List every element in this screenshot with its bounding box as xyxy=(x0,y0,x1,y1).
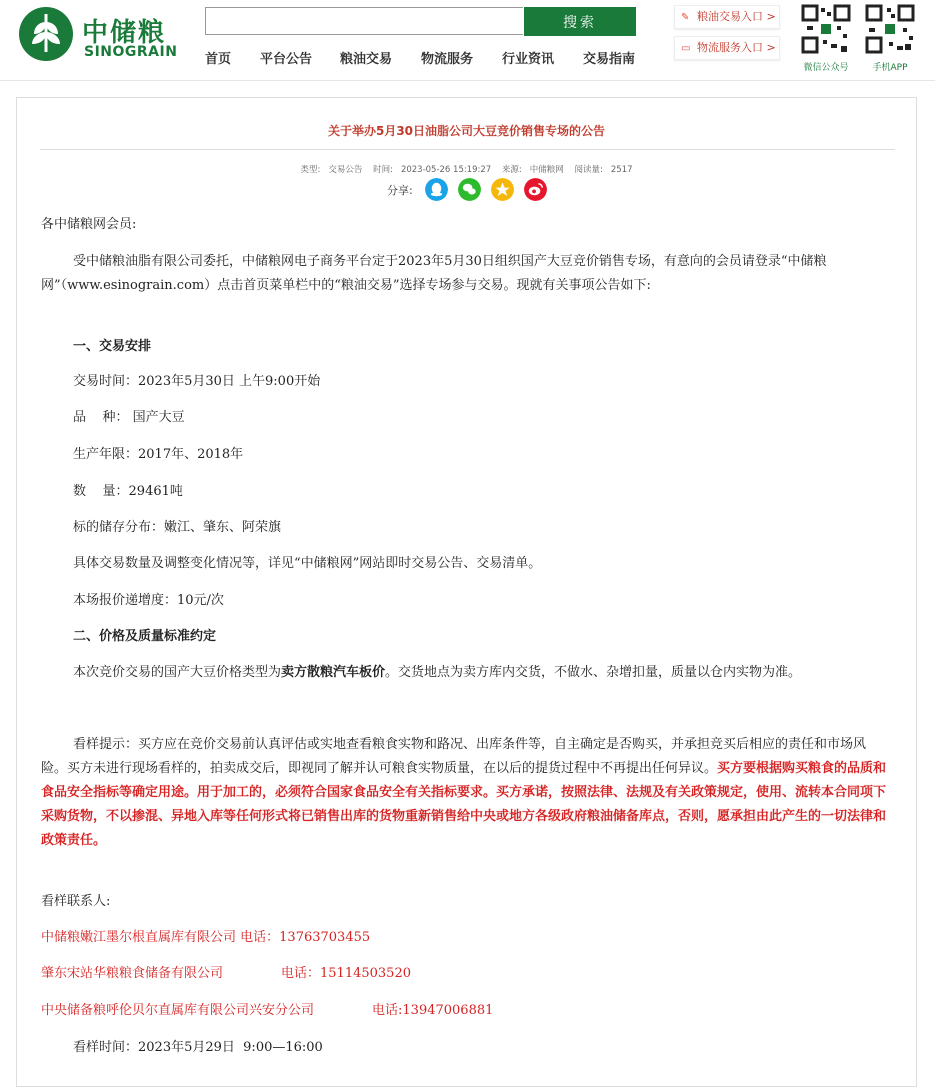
section2-title: 二、价格及质量标准约定 xyxy=(73,629,217,644)
article-container xyxy=(16,97,917,1087)
contact-row xyxy=(41,962,891,986)
wechat-icon[interactable] xyxy=(458,178,481,201)
contact-company: 肇东宋站华粮粮食储备有限公司 xyxy=(41,966,224,981)
meta-type-label: 类型: xyxy=(300,165,321,175)
inspection-notice-red: 买方要根据购买粮食的品质和食品安全指标等确定用途。用于加工的，必须符合国家食品安全有关指标要求。买方承诺，按照法律、法规及有关政策规定，使用、流转本合同项下采购货物，不以掺混、异地入库等任何形式将已销售出库的货物重新销售给中央或地方各级政府粮油储备库点，否则，愿承担由此产生的一切法律和政策责任。 xyxy=(41,761,887,848)
variety: 品 种： 国产大豆 xyxy=(73,410,185,425)
app-qr-code xyxy=(865,4,915,54)
weibo-icon[interactable] xyxy=(524,178,547,201)
contact-phone: 电话:13947006881 xyxy=(372,1003,494,1018)
search-button[interactable]: 搜索 xyxy=(524,7,636,36)
wechat-qr-label: 微信公众号 xyxy=(803,63,849,73)
meta-source-value: 中储粮网 xyxy=(529,165,564,175)
greeting: 各中储粮网会员: xyxy=(41,217,137,232)
inspection-notice-plain: 看样提示：买方应在竞价交易前认真评估或实地查看粮食实物和路况、出库条件等，自主确定是否购买，并承担竞买后相应的责任和市场风险。买方未进行现场看样的，拍卖成交后，即视同了解并认可粮食实物质量，在以后的提货过程中不再提出任何异议。 xyxy=(41,737,867,776)
search-input[interactable] xyxy=(205,7,523,35)
section1-title: 一、交易安排 xyxy=(73,339,152,354)
meta-time-label: 时间: xyxy=(373,165,393,175)
storage-distribution: 标的储存分布：嫩江、肇东、阿荣旗 xyxy=(73,520,282,535)
price-paragraph xyxy=(41,661,891,685)
quantity: 数 量：29461吨 xyxy=(73,484,183,499)
sample-time: 看样时间：2023年5月29日 9:00—16:00 xyxy=(73,1040,323,1055)
inspection-notice xyxy=(41,733,891,853)
volume-details: 具体交易数量及调整变化情况等，详见“中储粮网”网站即时交易公告、交易清单。 xyxy=(73,556,542,571)
nav-platform-notices[interactable]: 平台公告 xyxy=(260,52,313,67)
price-text-after: 。交货地点为卖方库内交货，不做水、杂增扣量，质量以仓内实物为准。 xyxy=(385,665,802,680)
meta-type-value: 交易公告 xyxy=(328,165,363,175)
site-header xyxy=(0,0,935,81)
logistics-entry-label: 物流服务入口 > xyxy=(697,41,776,54)
sinograin-logo[interactable] xyxy=(18,6,178,64)
nav-home[interactable]: 首页 xyxy=(205,52,232,67)
meta-reads-label: 阅读量: xyxy=(574,165,603,175)
meta-time-value: 2023-05-26 15:19:27 xyxy=(400,165,492,175)
app-qr-label: 手机APP xyxy=(872,63,908,73)
qzone-icon[interactable] xyxy=(491,178,514,201)
contact-row xyxy=(41,926,891,950)
title-divider xyxy=(40,149,895,150)
wheat-logo-icon xyxy=(18,6,74,62)
nav-industry-news[interactable]: 行业资讯 xyxy=(502,52,555,67)
nav-trading-guide[interactable]: 交易指南 xyxy=(583,52,636,67)
bid-increment: 本场报价递增度：10元/次 xyxy=(73,593,224,608)
logo-chinese-name: 中储粮 xyxy=(82,18,167,48)
hammer-icon: ✎ xyxy=(681,12,690,23)
article-title: 关于举办5月30日油脂公司大豆竞价销售专场的公告 xyxy=(327,124,606,138)
share-label: 分享: xyxy=(387,184,413,197)
article-meta xyxy=(17,163,916,175)
contact-company: 中央储备粮呼伦贝尔直属库有限公司兴安分公司 xyxy=(41,1003,315,1018)
contact-company: 中储粮嫩江墨尔根直属库有限公司 xyxy=(41,930,237,945)
nav-logistics-services[interactable]: 物流服务 xyxy=(421,52,474,67)
price-type-bold: 卖方散粮汽车板价 xyxy=(281,665,386,680)
meta-reads-value: 2517 xyxy=(610,165,633,175)
grain-trading-entry-link[interactable] xyxy=(674,5,780,29)
truck-icon: ▭ xyxy=(681,43,691,54)
contacts-title: 看样联系人: xyxy=(41,894,111,909)
price-text-before: 本次竞价交易的国产大豆价格类型为 xyxy=(73,665,282,680)
meta-source-label: 来源: xyxy=(501,165,522,175)
contact-row xyxy=(41,999,891,1023)
logistics-entry-link[interactable] xyxy=(674,36,780,60)
wechat-qr-code xyxy=(801,4,851,54)
qq-icon[interactable] xyxy=(425,178,448,201)
nav-grain-oil-trading[interactable]: 粮油交易 xyxy=(340,52,393,67)
production-years: 生产年限：2017年、2018年 xyxy=(73,447,244,462)
trade-time: 交易时间：2023年5月30日 上午9:00开始 xyxy=(73,374,321,389)
grain-trading-entry-label: 粮油交易入口 > xyxy=(697,10,776,23)
logo-english-name: SINOGRAIN xyxy=(84,44,178,60)
contact-phone: 电话：15114503520 xyxy=(281,966,411,981)
intro-paragraph: 受中储粮油脂有限公司委托，中储粮网电子商务平台定于2023年5月30日组织国产大豆竞价销售专场，有意向的会员请登录“中储粮网”（www.esinograin.com）点击首页菜单栏中的“粮油交易”选择专场参与交易。现就有关事项公告如下: xyxy=(41,254,827,293)
contact-phone: 电话：13763703455 xyxy=(240,930,371,945)
